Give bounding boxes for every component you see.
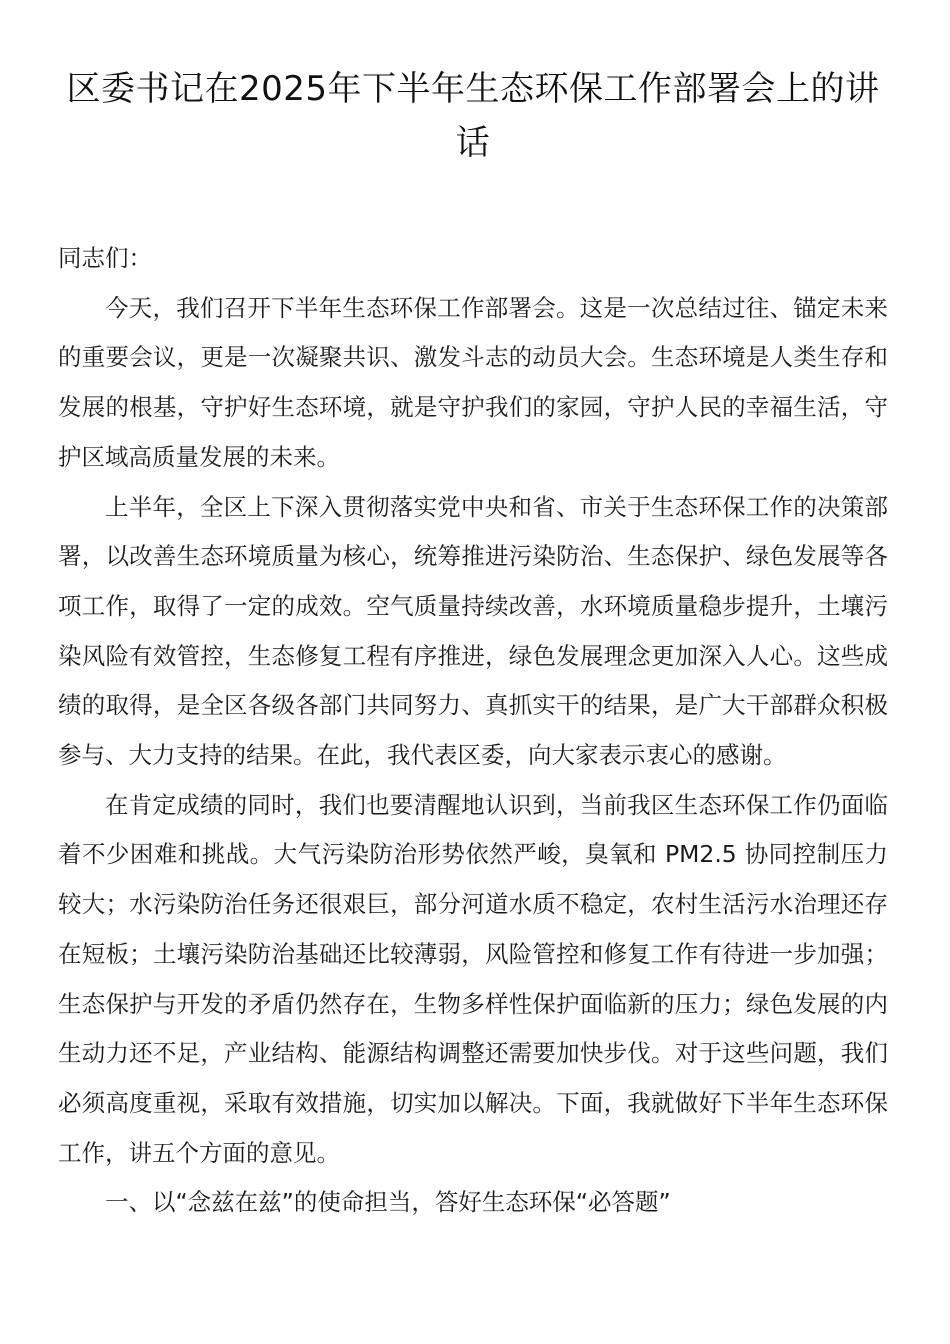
paragraph-challenges: 在肯定成绩的同时，我们也要清醒地认识到，当前我区生态环保工作仍面临着不少困难和挑战。大气污染防治形势依然严峻，臭氧和 PM2.5 协同控制压力较大；水污染防治任务还很艰巨，部分河道水质不稳定，农村生活污水治理还存在短板；土壤污染防治基础还比较薄弱，风险管控和修复工作有待进一步加强；生态保护与开发的矛盾仍然存在，生物多样性保护面临新的压力；绿色发展的内生动力还不足，产业结构、能源结构调整还需要加快步伐。对于这些问题，我们必须高度重视，采取有效措施，切实加以解决。下面，我就做好下半年生态环保工作，讲五个方面的意见。 bbox=[58, 790, 888, 1167]
document-page bbox=[58, 62, 888, 1228]
salutation: 同志们： bbox=[58, 244, 152, 272]
document-body bbox=[58, 234, 888, 1228]
section-heading-1: 一、以“念兹在兹”的使命担当，答好生态环保“必答题” bbox=[105, 1188, 671, 1217]
paragraph-opening: 今天，我们召开下半年生态环保工作部署会。这是一次总结过往、锚定未来的重要会议，更是一次凝聚共识、激发斗志的动员大会。生态环境是人类生存和发展的根基，守护好生态环境，就是守护我们的家园，守护人民的幸福生活，守护区域高质量发展的未来。 bbox=[58, 293, 888, 471]
paragraph-achievements: 上半年，全区上下深入贯彻落实党中央和省、市关于生态环保工作的决策部署，以改善生态环境质量为核心，统筹推进污染防治、生态保护、绿色发展等各项工作，取得了一定的成效。空气质量持续改善，水环境质量稳步提升，土壤污染风险有效管控，生态修复工程有序推进，绿色发展理念更加深入人心。这些成绩的取得，是全区各级各部门共同努力、真抓实干的结果，是广大干部群众积极参与、大力支持的结果。在此，我代表区委，向大家表示衷心的感谢。 bbox=[58, 492, 888, 770]
document-title: 区委书记在2025年下半年生态环保工作部署会上的讲话 bbox=[66, 69, 880, 163]
